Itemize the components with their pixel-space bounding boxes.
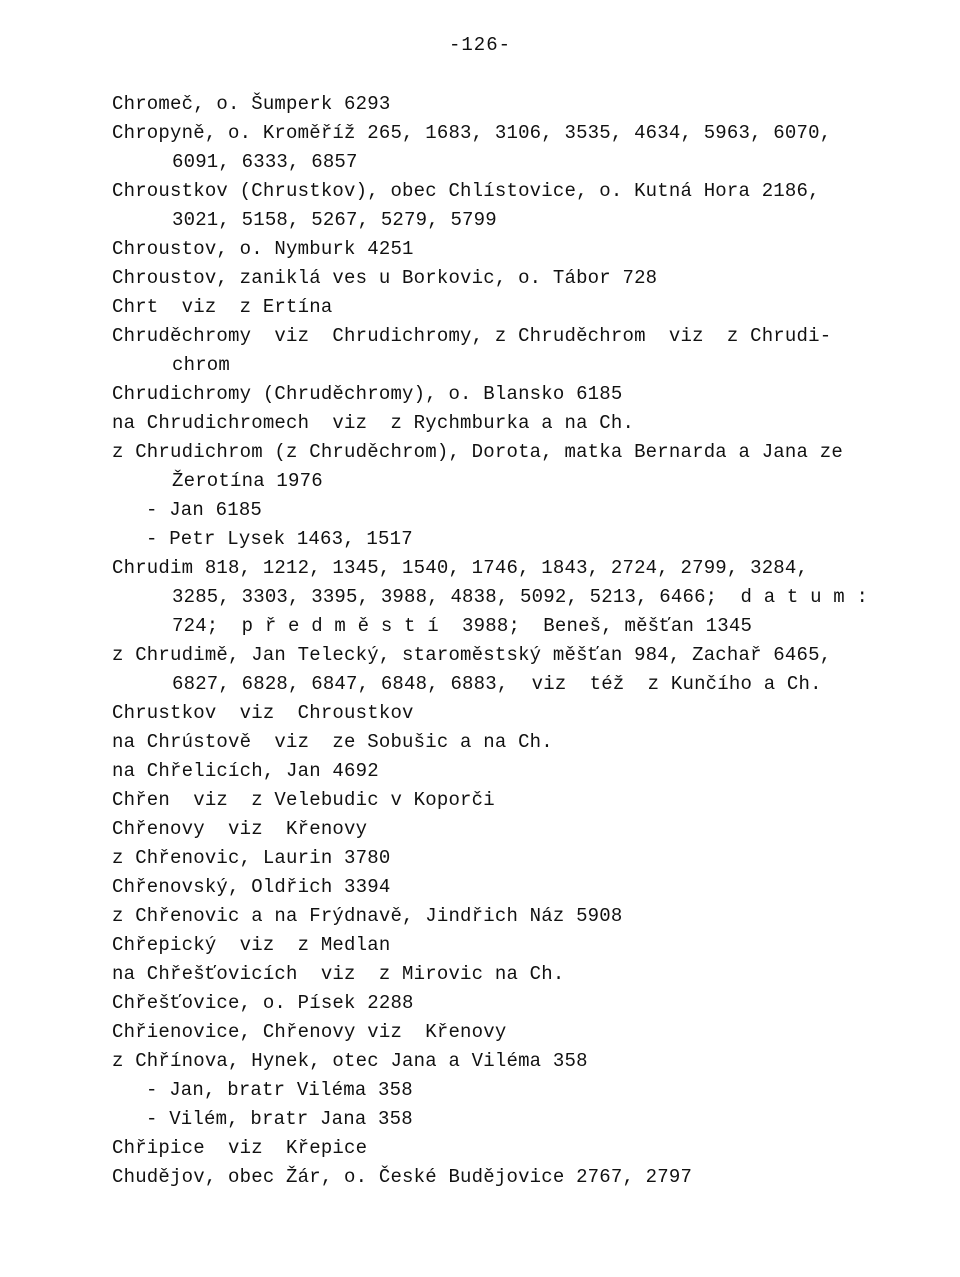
index-entry: Chřipice viz Křepice [112,1137,368,1159]
index-entry: na Chrústově viz ze Sobušic a na Ch. [112,731,553,753]
index-entry: Chřen viz z Velebudic v Koporči [112,789,495,811]
page-number: -126- [448,34,511,56]
index-entry-list [112,90,912,1192]
index-entry: Chroustov, zaniklá ves u Borkovic, o. Tábor 728 [112,267,658,289]
index-entry: Chrt viz z Ertína [112,296,333,318]
index-entry: Chrudichromy (Chruděchromy), o. Blansko 6185 [112,383,623,405]
index-entry: Chřenovský, Oldřich 3394 [112,876,391,898]
index-entry: na Chřešťovicích viz z Mirovic na Ch. [112,963,565,985]
index-entry: Chřenovy viz Křenovy [112,818,368,840]
index-entry-continuation: 3285, 3303, 3395, 3988, 4838, 5092, 5213, 6466; d a t u m : [172,586,869,608]
index-entry: Chroustkov (Chrustkov), obec Chlístovice, o. Kutná Hora 2186, [112,180,820,202]
index-entry-continuation: Žerotína 1976 [172,470,323,492]
index-entry: Chropyně, o. Kroměříž 265, 1683, 3106, 3535, 4634, 5963, 6070, [112,122,832,144]
index-entry: Chřienovice, Chřenovy viz Křenovy [112,1021,507,1043]
index-entry: na Chřelicích, Jan 4692 [112,760,379,782]
index-entry: Chromeč, o. Šumperk 6293 [112,93,391,115]
index-sub-entry: - Jan, bratr Viléma 358 [146,1079,413,1101]
index-entry-continuation: 724; p ř e d m ě s t í 3988; Beneš, měšťan 1345 [172,615,753,637]
index-entry: Chroustov, o. Nymburk 4251 [112,238,414,260]
index-sub-entry: - Petr Lysek 1463, 1517 [146,528,413,550]
index-entry: z Chrudimě, Jan Telecký, staroměstský měšťan 984, Zachař 6465, [112,644,832,666]
index-entry: Chudějov, obec Žár, o. České Budějovice 2767, 2797 [112,1166,693,1188]
index-entry: z Chrudichrom (z Chruděchrom), Dorota, matka Bernarda a Jana ze [112,441,843,463]
index-sub-entry: - Vilém, bratr Jana 358 [146,1108,413,1130]
index-entry: Chrudim 818, 1212, 1345, 1540, 1746, 1843, 2724, 2799, 3284, [112,557,809,579]
index-entry-continuation: 6091, 6333, 6857 [172,151,358,173]
index-entry: Chruděchromy viz Chrudichromy, z Chruděchrom viz z Chrudi- [112,325,832,347]
index-entry-continuation: 6827, 6828, 6847, 6848, 6883, viz též z Kunčího a Ch. [172,673,822,695]
index-entry-continuation: chrom [172,354,231,376]
index-entry: z Chřenovic, Laurin 3780 [112,847,391,869]
index-entry: z Chřínova, Hynek, otec Jana a Viléma 358 [112,1050,588,1072]
index-entry: Chrustkov viz Chroustkov [112,702,414,724]
index-entry-continuation: 3021, 5158, 5267, 5279, 5799 [172,209,497,231]
index-sub-entry: - Jan 6185 [146,499,263,521]
index-entry: z Chřenovic a na Frýdnavě, Jindřich Náz 5908 [112,905,623,927]
index-entry: Chřešťovice, o. Písek 2288 [112,992,414,1014]
index-entry: Chřepický viz z Medlan [112,934,391,956]
index-entry: na Chrudichromech viz z Rychmburka a na Ch. [112,412,635,434]
